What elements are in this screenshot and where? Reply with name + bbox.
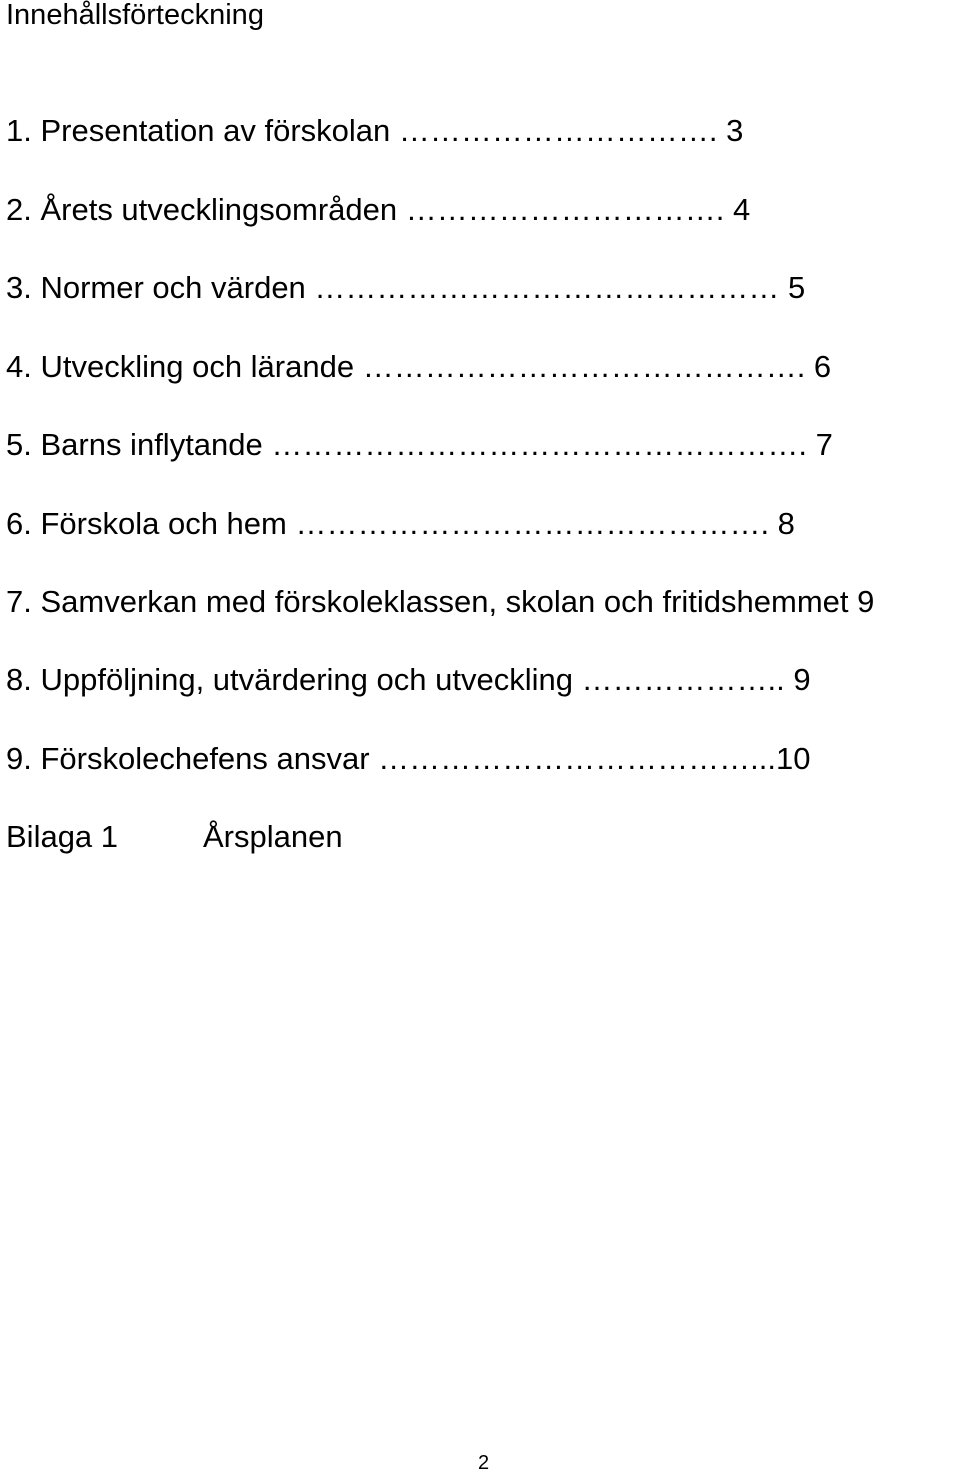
toc-entry-2: 2. Årets utvecklingsområden …………………………. 4 xyxy=(6,192,751,227)
toc-entry-6: 6. Förskola och hem ………………………………………. 8 xyxy=(6,506,795,541)
appendix-label: Bilaga 1 xyxy=(6,819,119,854)
toc-entry-1: 1. Presentation av förskolan …………………………. 3 xyxy=(6,113,744,148)
toc-entry-5: 5. Barns inflytande ……………………………………………. 7 xyxy=(6,427,833,462)
appendix-title: Årsplanen xyxy=(203,819,343,854)
toc-entry-7: 7. Samverkan med förskoleklassen, skolan och fritidshemmet 9 xyxy=(6,584,875,619)
page-number: 2 xyxy=(478,1452,490,1474)
toc-entry-8: 8. Uppföljning, utvärdering och utveckling ……………….. 9 xyxy=(6,662,811,697)
appendix-entry xyxy=(6,819,343,854)
toc-entry-9: 9. Förskolechefens ansvar ………………………………...10 xyxy=(6,741,811,776)
toc-heading: Innehållsförteckning xyxy=(6,0,264,31)
toc-entry-3: 3. Normer och värden ……………………………………… 5 xyxy=(6,270,806,305)
toc-entry-4: 4. Utveckling och lärande ……………………………………. 6 xyxy=(6,349,832,384)
